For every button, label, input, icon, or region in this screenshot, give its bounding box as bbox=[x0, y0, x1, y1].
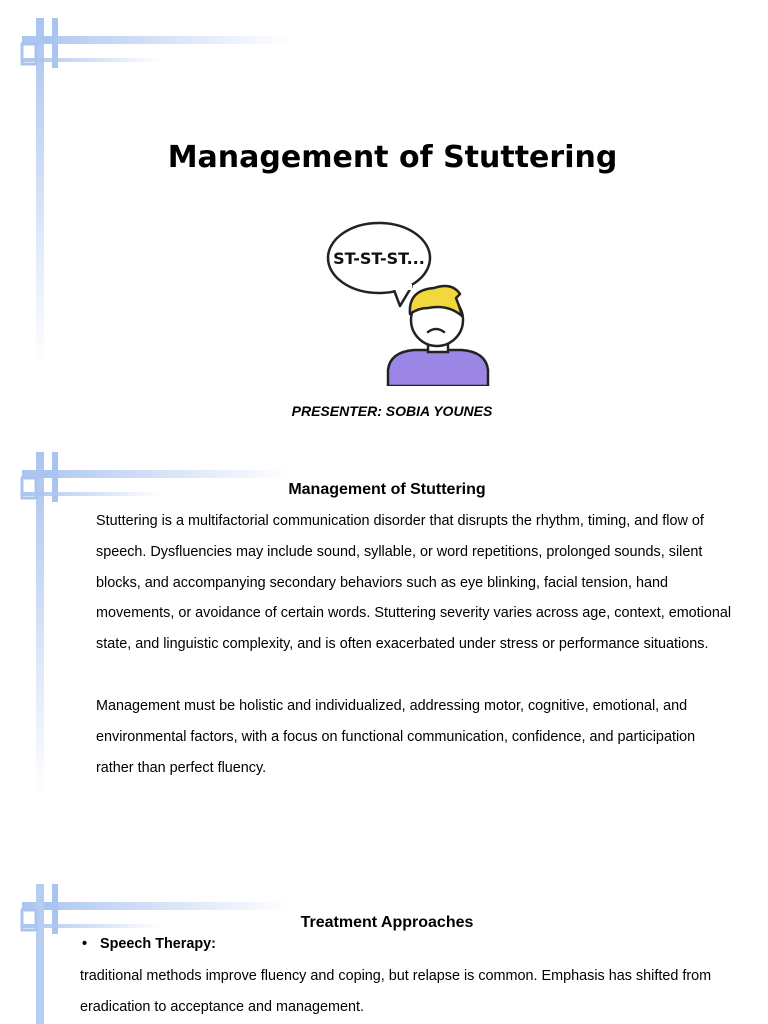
document-title: Management of Stuttering bbox=[167, 140, 618, 175]
section-heading-management: Management of Stuttering bbox=[288, 481, 486, 498]
paragraph-speech-therapy: traditional methods improve fluency and coping, but relapse is common. Emphasis has shifted from eradication to acceptance and management. bbox=[80, 968, 712, 1015]
section-heading-treatment: Treatment Approaches bbox=[300, 914, 474, 931]
bullet-speech-therapy bbox=[82, 936, 216, 952]
presenter-name: PRESENTER: SOBIA YOUNES bbox=[291, 403, 493, 419]
shirt-shape bbox=[388, 350, 488, 386]
bullet-label: Speech Therapy: bbox=[100, 936, 216, 952]
paragraph-definition: Stuttering is a multifactorial communication disorder that disrupts the rhythm, timing, and flow of speech. Dysfluencies may include sound, syllable, or word repetitions, prolonged sounds, silent blocks, and accompanying secondary behaviors such as eye blinking, facial tension, hand movements, or avoidance of certain words. Stuttering severity varies across age, context, emotional state, and linguistic complexity, and is often exacerbated under stress or performance situations. bbox=[96, 513, 732, 653]
stuttering-person-illustration bbox=[322, 218, 492, 386]
speech-bubble-icon bbox=[328, 223, 430, 306]
bullet-icon: • bbox=[82, 936, 88, 952]
corner-frame-decoration-top bbox=[0, 14, 300, 394]
paragraph-management: Management must be holistic and individualized, addressing motor, cognitive, emotional, and environmental factors, with a focus on functional communication, confidence, and participation rather than perfect fluency. bbox=[96, 698, 696, 776]
speech-bubble-text: ST-ST-ST... bbox=[333, 249, 425, 268]
